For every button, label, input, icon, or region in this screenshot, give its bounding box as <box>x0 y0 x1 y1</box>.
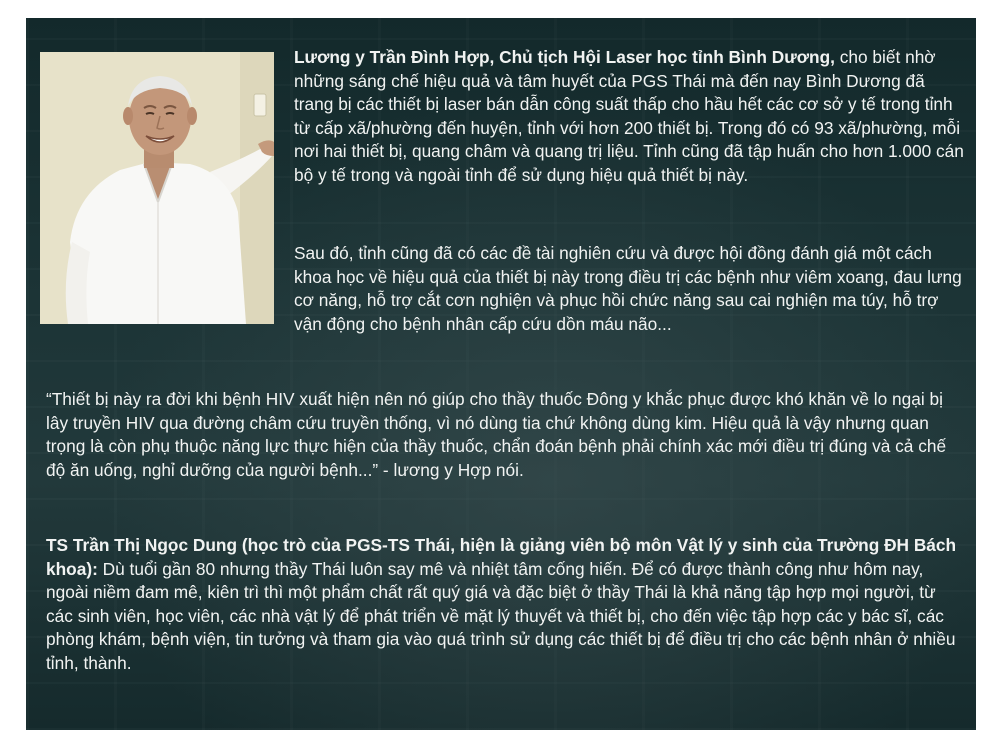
paragraph-quote-text: “Thiết bị này ra đời khi bệnh HIV xuất hiện nên nó giúp cho thầy thuốc Đông y khắc phục được khó khăn về lo ngại bị lây truyền HIV qua đường châm cứu truyền thống, vì nó dùng tia chứ không dùng kim. Hiệu quả là vậy nhưng quan trọng là còn phụ thuộc năng lực thực hiện của thầy thuốc, chẩn đoán bệnh phải chính xác mới điều trị đúng và cả chế độ ăn uống, nghỉ dưỡng của người bệnh...” - lương y Hợp nói. <box>46 389 947 480</box>
paragraph-quote <box>46 388 966 482</box>
article-panel <box>26 18 976 730</box>
portrait-photo <box>40 52 274 324</box>
paragraph-intro <box>294 46 964 188</box>
paragraph-research <box>294 242 964 336</box>
portrait-illustration <box>40 52 274 324</box>
speaker-name-dung: TS Trần Thị Ngọc Dung (học trò của PGS-TS Thái, hiện là giảng viên bộ môn Vật lý y sinh của Trường ĐH Bách khoa): <box>46 535 957 579</box>
paragraph-dung <box>46 534 966 676</box>
paragraph-intro-text: cho biết nhờ những sáng chế hiệu quả và tâm huyết của PGS Thái mà đến nay Bình Dương đã trang bị các thiết bị laser bán dẫn công suất thấp cho hầu hết các cơ sở y tế trong tỉnh từ cấp xã/phường đến huyện, tỉnh với hơn 200 thiết bị. Trong đó có 93 xã/phường, mỗi nơi hai thiết bị, quang châm và quang trị liệu. Tỉnh cũng đã tập huấn cho hơn 1.000 cán bộ y tế trong và ngoài tỉnh để sử dụng hiệu quả thiết bị này. <box>294 47 964 185</box>
paragraph-research-text: Sau đó, tỉnh cũng đã có các đề tài nghiên cứu và được hội đồng đánh giá một cách khoa học về hiệu quả của thiết bị này trong điều trị các bệnh như viêm xoang, đau lưng cơ năng, hỗ trợ cắt cơn nghiện và phục hồi chức năng sau cai nghiện ma túy, hỗ trợ vận động cho bệnh nhân cấp cứu dồn máu não... <box>294 243 962 334</box>
paragraph-dung-text: Dù tuổi gần 80 nhưng thầy Thái luôn say mê và nhiệt tâm cống hiến. Để có được thành công như hôm nay, ngoài niềm đam mê, kiên trì thì một phẩm chất rất quý giá và đặc biệt ở thầy Thái là khả năng tập hợp mọi người, từ các sinh viên, học viên, các nhà vật lý để phát triển về mặt lý thuyết và thiết bị, cho đến việc tập hợp các y bác sĩ, các phòng khám, bệnh viện, tin tưởng và tham gia vào quá trình sử dụng các thiết bị để điều trị cho các bệnh nhân ở nhiều tỉnh, thành. <box>46 558 956 673</box>
speaker-name-hop: Lương y Trần Đình Hợp, Chủ tịch Hội Laser học tỉnh Bình Dương, <box>294 47 835 67</box>
